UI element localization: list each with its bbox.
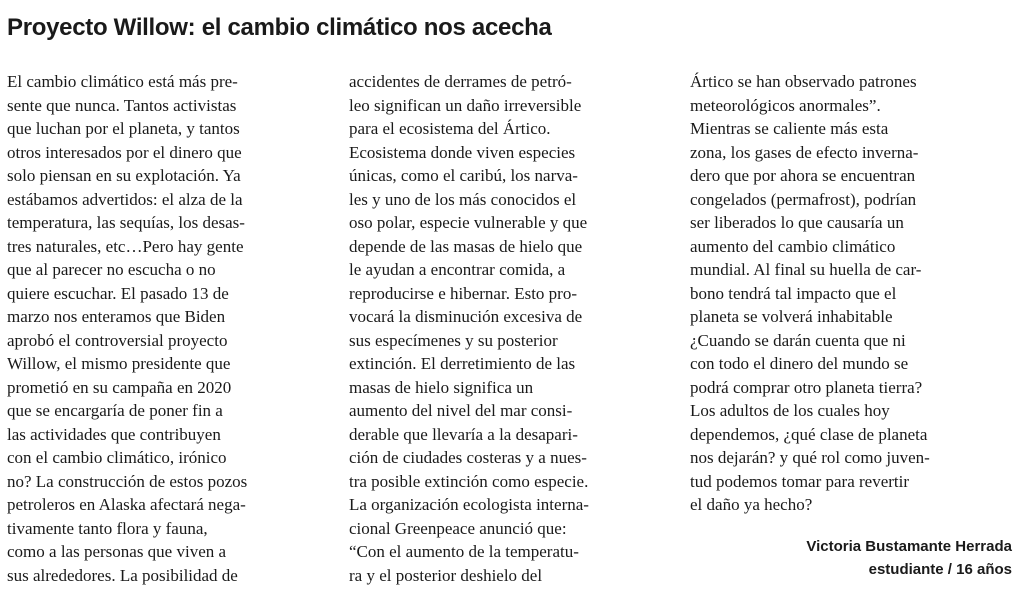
text-line: La organización ecologista interna- [349,495,589,514]
text-line: el daño ya hecho? [690,495,813,514]
text-line: aumento del cambio climático [690,236,896,256]
text-line: vocará la disminución excesiva de [349,307,583,326]
text-line: petroleros en Alaska afectará nega- [7,495,246,514]
text-line: con el cambio climático, irónico [7,448,227,467]
text-line: Ecosistema donde viven especies [349,142,576,162]
text-line: podrá comprar otro planeta tierra? [690,377,923,397]
text-line: prometió en su campaña en 2020 [7,377,232,397]
text-line: ra y el posterior deshielo del [349,565,543,585]
text-line: masas de hielo significa un [349,377,534,397]
text-line: tud podemos tomar para revertir [690,471,910,491]
text-line: oso polar, especie vulnerable y que [349,213,588,232]
text-line: otros interesados por el dinero que [7,142,242,162]
text-line: aumento del nivel del mar consi- [349,401,573,420]
text-column-2 [349,70,665,587]
text-line: sus especímenes y su posterior [349,330,558,350]
text-column-1 [7,70,319,587]
text-line: extinción. El derretimiento de las [349,354,576,373]
text-line: para el ecosistema del Ártico. [349,119,551,138]
text-line: tres naturales, etc…Pero hay gente [7,236,244,256]
text-line: temperatura, las sequías, los desas- [7,213,245,232]
text-line: Mientras se caliente más esta [690,119,889,138]
text-line: zona, los gases de efecto inverna- [690,142,919,162]
text-line: que luchan por el planeta, y tantos [7,119,240,138]
text-line: solo piensan en su explotación. Ya [7,166,241,185]
text-line: tivamente tanto flora y fauna, [7,518,208,538]
text-line: tra posible extinción como especie. [349,471,589,491]
text-line: estábamos advertidos: el alza de la [7,189,243,209]
text-line: leo significan un daño irreversible [349,95,582,115]
text-line: aprobó el controversial proyecto [7,330,228,350]
text-line: sus alrededores. La posibilidad de [7,565,238,585]
text-line: “Con el aumento de la temperatu- [349,542,579,561]
text-line: meteorológicos anormales”. [690,95,881,115]
text-line: únicas, como el caribú, los narva- [349,166,578,185]
text-line: le ayudan a encontrar comida, a [349,260,566,279]
text-line: que al parecer no escucha o no [7,260,216,279]
text-line: cional Greenpeace anunció que: [349,518,567,538]
text-line: bono tendrá tal impacto que el [690,283,897,303]
text-line: no? La construcción de estos pozos [7,471,248,491]
text-line: Ártico se han observado patrones [690,72,917,91]
text-line: derable que llevaría a la desapari- [349,424,578,444]
byline [806,535,1012,581]
text-line: marzo nos enteramos que Biden [7,307,226,326]
headline: Proyecto Willow: el cambio climático nos acecha [7,14,552,41]
text-line: como a las personas que viven a [7,542,227,561]
text-line: Los adultos de los cuales hoy [690,401,890,420]
text-line: reproducirse e hibernar. Esto pro- [349,283,577,303]
text-line: ¿Cuando se darán cuenta que ni [690,330,906,350]
text-line: planeta se volverá inhabitable [690,307,893,326]
text-line: quiere escuchar. El pasado 13 de [7,283,229,303]
text-line: nos dejarán? y qué rol como juven- [690,448,930,467]
text-line: accidentes de derrames de petró- [349,72,572,91]
text-line: ción de ciudades costeras y a nues- [349,448,587,467]
text-line: depende de las masas de hielo que [349,236,583,256]
text-line: dependemos, ¿qué clase de planeta [690,424,928,444]
text-line: dero que por ahora se encuentran [690,166,916,185]
text-line: congelados (permafrost), podrían [690,189,917,209]
text-line: les y uno de los más conocidos el [349,189,577,209]
text-line: ser liberados lo que causaría un [690,213,904,232]
text-line: sente que nunca. Tantos activistas [7,95,237,115]
text-line: Willow, el mismo presidente que [7,354,231,373]
text-line: El cambio climático está más pre- [7,72,238,91]
text-line: las actividades que contribuyen [7,424,221,444]
byline-author: Victoria Bustamante Herrada [806,538,1012,555]
text-line: con todo el dinero del mundo se [690,354,909,373]
byline-role: estudiante / 16 años [868,561,1012,578]
text-line: que se encargaría de poner fin a [7,401,223,420]
text-line: mundial. Al final su huella de car- [690,260,922,279]
text-column-3 [690,70,1016,517]
